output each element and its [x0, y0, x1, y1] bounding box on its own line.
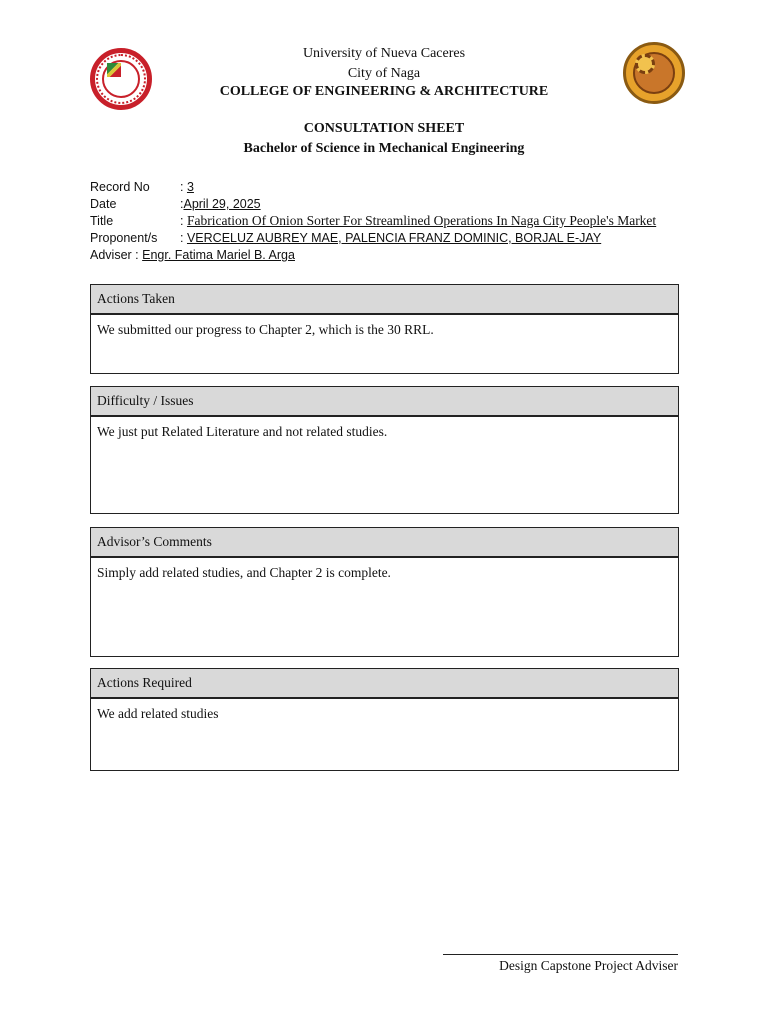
difficulty-issues-section: [90, 386, 679, 514]
program-name: Bachelor of Science in Mechanical Engineering: [243, 141, 525, 156]
section-heading: Actions Required: [91, 669, 678, 699]
title-value: Fabrication Of Onion Sorter For Streamlined Operations In Naga City People's Market: [186, 213, 657, 228]
university-name: University of Nueva Caceres: [302, 46, 466, 61]
section-heading: Difficulty / Issues: [91, 387, 678, 417]
record-no-field: [180, 180, 194, 194]
date-value: April 29, 2025: [183, 197, 261, 211]
actions-taken-section: [90, 284, 679, 374]
signature-label: Design Capstone Project Adviser: [499, 958, 678, 973]
record-no-label: Record No: [90, 180, 150, 194]
title-label: Title: [90, 214, 114, 228]
section-heading: Actions Taken: [91, 285, 678, 315]
city-name: City of Naga: [347, 66, 421, 81]
adviser-label: Adviser :: [90, 248, 139, 262]
section-content: We just put Related Literature and not related studies.: [97, 424, 388, 439]
date-label: Date: [90, 197, 117, 211]
advisor-comments-section: [90, 527, 679, 657]
title-sep: :: [180, 214, 184, 228]
college-name: COLLEGE OF ENGINEERING & ARCHITECTURE: [219, 84, 549, 99]
date-sep: :: [180, 197, 184, 211]
proponents-sep: :: [180, 231, 184, 245]
proponents-label: Proponent/s: [90, 231, 158, 245]
section-heading: Advisor’s Comments: [91, 528, 678, 558]
adviser-value: Engr. Fatima Mariel B. Arga: [142, 248, 295, 262]
section-content: We submitted our progress to Chapter 2, which is the 30 RRL.: [97, 322, 434, 337]
proponents-field: [180, 231, 601, 245]
adviser-field: [90, 248, 295, 262]
actions-required-section: [90, 668, 679, 771]
sheet-title: CONSULTATION SHEET: [303, 121, 465, 136]
proponents-value: VERCELUZ AUBREY MAE, PALENCIA FRANZ DOMINIC, BORJAL E-JAY: [186, 231, 602, 245]
signature-line: [443, 954, 678, 955]
record-no-sep: :: [180, 180, 184, 194]
section-content: We add related studies: [97, 706, 219, 721]
section-content: Simply add related studies, and Chapter 2 is complete.: [97, 565, 391, 580]
record-no-value: 3: [186, 180, 194, 194]
date-field: [180, 197, 261, 211]
title-field: [180, 213, 656, 229]
